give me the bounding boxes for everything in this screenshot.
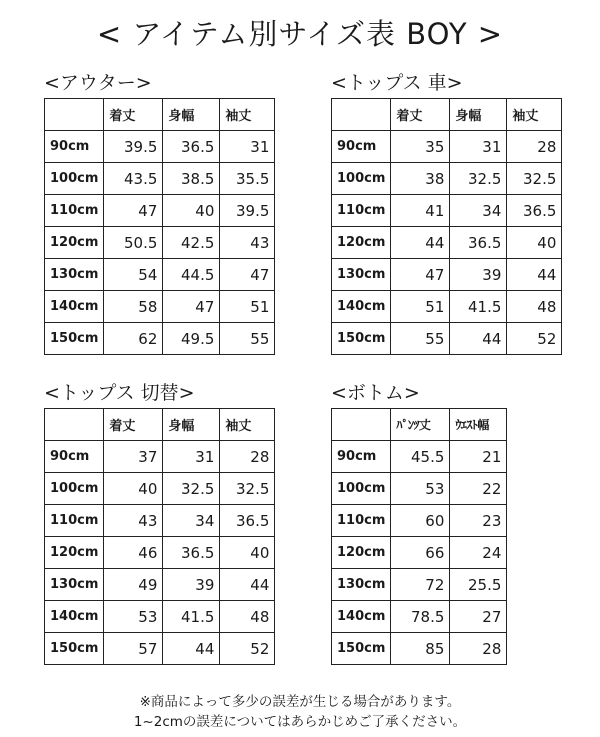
note-line-2: 1~2cmの誤差についてはあらかじめご了承ください。 — [133, 714, 467, 730]
table-row — [332, 195, 562, 227]
measurement-cell: 32.5 — [220, 473, 275, 505]
table-row — [45, 323, 275, 355]
size-label-cell: 120cm — [332, 537, 391, 569]
measurement-cell: 52 — [507, 323, 562, 355]
measurement-cell: 36.5 — [163, 537, 220, 569]
size-label-cell: 140cm — [45, 291, 104, 323]
column-header: 袖丈 — [507, 99, 562, 131]
measurement-cell: 22 — [450, 473, 507, 505]
measurement-cell: 28 — [507, 131, 562, 163]
size-label-cell: 110cm — [332, 195, 391, 227]
measurement-cell: 35 — [391, 131, 450, 163]
measurement-cell: 40 — [163, 195, 220, 227]
table-row — [45, 259, 275, 291]
measurement-cell: 78.5 — [391, 601, 450, 633]
table-row — [332, 131, 562, 163]
measurement-cell: 62 — [104, 323, 163, 355]
measurement-cell: 72 — [391, 569, 450, 601]
size-label-cell: 90cm — [45, 131, 104, 163]
table-row — [332, 473, 507, 505]
table-header-row — [45, 409, 275, 441]
outer-size-section — [44, 70, 275, 355]
measurement-cell: 32.5 — [450, 163, 507, 195]
measurement-cell: 25.5 — [450, 569, 507, 601]
column-header: ﾊﾟﾝﾂ丈 — [391, 409, 450, 441]
measurement-cell: 39 — [450, 259, 507, 291]
note-line-1: ※商品によって多少の誤差が生じる場合があります。 — [139, 694, 461, 710]
size-label-cell: 100cm — [332, 473, 391, 505]
page-title: < アイテム別サイズ表 BOY > — [96, 17, 504, 51]
measurement-cell: 45.5 — [391, 441, 450, 473]
tops-car-table-title: <トップス 車> — [331, 72, 463, 94]
size-label-cell: 100cm — [45, 473, 104, 505]
bottom-size-section — [331, 380, 507, 665]
table-row — [45, 537, 275, 569]
column-header: 袖丈 — [220, 99, 275, 131]
column-header: 身幅 — [163, 99, 220, 131]
size-label-cell: 120cm — [332, 227, 391, 259]
size-label-cell: 90cm — [332, 441, 391, 473]
table-row — [45, 569, 275, 601]
table-row — [45, 291, 275, 323]
size-label-cell: 110cm — [45, 195, 104, 227]
column-header: 着丈 — [104, 99, 163, 131]
table-row — [45, 505, 275, 537]
tops-switch-size-table — [44, 408, 275, 665]
measurement-cell: 36.5 — [220, 505, 275, 537]
measurement-cell: 60 — [391, 505, 450, 537]
measurement-cell: 41.5 — [163, 601, 220, 633]
table-row — [332, 323, 562, 355]
size-label-cell: 150cm — [332, 633, 391, 665]
measurement-cell: 53 — [391, 473, 450, 505]
size-label-cell: 140cm — [332, 601, 391, 633]
column-header — [332, 409, 391, 441]
column-header: 身幅 — [450, 99, 507, 131]
measurement-cell: 27 — [450, 601, 507, 633]
table-row — [332, 259, 562, 291]
table-row — [332, 569, 507, 601]
measurement-cell: 52 — [220, 633, 275, 665]
measurement-cell: 50.5 — [104, 227, 163, 259]
measurement-cell: 57 — [104, 633, 163, 665]
measurement-cell: 23 — [450, 505, 507, 537]
measurement-cell: 51 — [220, 291, 275, 323]
table-row — [45, 163, 275, 195]
table-row — [332, 505, 507, 537]
measurement-cell: 36.5 — [163, 131, 220, 163]
size-label-cell: 90cm — [45, 441, 104, 473]
measurement-cell: 32.5 — [163, 473, 220, 505]
measurement-cell: 66 — [391, 537, 450, 569]
measurement-cell: 49.5 — [163, 323, 220, 355]
measurement-cell: 31 — [450, 131, 507, 163]
measurement-cell: 54 — [104, 259, 163, 291]
size-label-cell: 110cm — [45, 505, 104, 537]
tops-switch-size-section — [44, 380, 275, 665]
size-label-cell: 140cm — [332, 291, 391, 323]
measurement-cell: 21 — [450, 441, 507, 473]
table-row — [45, 633, 275, 665]
measurement-cell: 38 — [391, 163, 450, 195]
tops-car-size-table — [331, 98, 562, 355]
tops-car-size-section — [331, 70, 562, 355]
size-label-cell: 100cm — [45, 163, 104, 195]
table-row — [332, 291, 562, 323]
table-row — [45, 473, 275, 505]
measurement-cell: 39 — [163, 569, 220, 601]
size-label-cell: 130cm — [45, 259, 104, 291]
table-header-row — [332, 99, 562, 131]
measurement-cell: 47 — [391, 259, 450, 291]
measurement-cell: 39.5 — [220, 195, 275, 227]
measurement-cell: 34 — [163, 505, 220, 537]
table-row — [45, 131, 275, 163]
table-row — [332, 227, 562, 259]
measurement-cell: 43 — [220, 227, 275, 259]
outer-size-table — [44, 98, 275, 355]
measurement-cell: 41 — [391, 195, 450, 227]
measurement-cell: 48 — [220, 601, 275, 633]
size-label-cell: 130cm — [332, 259, 391, 291]
table-row — [332, 537, 507, 569]
measurement-cell: 43 — [104, 505, 163, 537]
measurement-cell: 44 — [220, 569, 275, 601]
measurement-cell: 44 — [450, 323, 507, 355]
column-header — [45, 409, 104, 441]
measurement-cell: 85 — [391, 633, 450, 665]
tops-switch-table-title: <トップス 切替> — [44, 382, 195, 404]
table-row — [332, 601, 507, 633]
measurement-cell: 47 — [104, 195, 163, 227]
measurement-cell: 44 — [163, 633, 220, 665]
measurement-cell: 28 — [450, 633, 507, 665]
bottom-size-table — [331, 408, 507, 665]
measurement-cell: 44 — [507, 259, 562, 291]
measurement-cell: 40 — [220, 537, 275, 569]
measurement-cell: 47 — [220, 259, 275, 291]
size-label-cell: 110cm — [332, 505, 391, 537]
table-row — [45, 195, 275, 227]
measurement-cell: 35.5 — [220, 163, 275, 195]
measurement-cell: 43.5 — [104, 163, 163, 195]
size-label-cell: 120cm — [45, 537, 104, 569]
table-row — [332, 633, 507, 665]
measurement-cell: 48 — [507, 291, 562, 323]
measurement-cell: 39.5 — [104, 131, 163, 163]
measurement-cell: 36.5 — [507, 195, 562, 227]
measurement-cell: 44.5 — [163, 259, 220, 291]
table-header-row — [45, 99, 275, 131]
size-label-cell: 150cm — [45, 633, 104, 665]
measurement-cell: 31 — [220, 131, 275, 163]
measurement-cell: 55 — [391, 323, 450, 355]
measurement-cell: 32.5 — [507, 163, 562, 195]
measurement-cell: 44 — [391, 227, 450, 259]
measurement-cell: 49 — [104, 569, 163, 601]
measurement-cell: 47 — [163, 291, 220, 323]
size-label-cell: 130cm — [45, 569, 104, 601]
column-header: 着丈 — [104, 409, 163, 441]
column-header: 袖丈 — [220, 409, 275, 441]
table-row — [45, 227, 275, 259]
size-label-cell: 140cm — [45, 601, 104, 633]
measurement-cell: 53 — [104, 601, 163, 633]
size-label-cell: 100cm — [332, 163, 391, 195]
measurement-cell: 46 — [104, 537, 163, 569]
table-row — [332, 163, 562, 195]
measurement-cell: 40 — [104, 473, 163, 505]
measurement-cell: 38.5 — [163, 163, 220, 195]
column-header: ｳｴｽﾄ幅 — [450, 409, 507, 441]
outer-table-title: <アウター> — [44, 72, 152, 94]
measurement-cell: 37 — [104, 441, 163, 473]
measurement-cell: 24 — [450, 537, 507, 569]
column-header — [45, 99, 104, 131]
column-header: 着丈 — [391, 99, 450, 131]
measurement-cell: 36.5 — [450, 227, 507, 259]
column-header — [332, 99, 391, 131]
bottom-table-title: <ボトム> — [331, 382, 420, 404]
measurement-cell: 34 — [450, 195, 507, 227]
measurement-cell: 42.5 — [163, 227, 220, 259]
measurement-cell: 55 — [220, 323, 275, 355]
table-row — [45, 601, 275, 633]
size-label-cell: 90cm — [332, 131, 391, 163]
table-header-row — [332, 409, 507, 441]
table-row — [45, 441, 275, 473]
size-label-cell: 150cm — [332, 323, 391, 355]
size-label-cell: 150cm — [45, 323, 104, 355]
size-label-cell: 120cm — [45, 227, 104, 259]
column-header: 身幅 — [163, 409, 220, 441]
measurement-cell: 41.5 — [450, 291, 507, 323]
measurement-cell: 31 — [163, 441, 220, 473]
table-row — [332, 441, 507, 473]
measurement-cell: 28 — [220, 441, 275, 473]
measurement-cell: 58 — [104, 291, 163, 323]
measurement-cell: 51 — [391, 291, 450, 323]
size-label-cell: 130cm — [332, 569, 391, 601]
measurement-cell: 40 — [507, 227, 562, 259]
